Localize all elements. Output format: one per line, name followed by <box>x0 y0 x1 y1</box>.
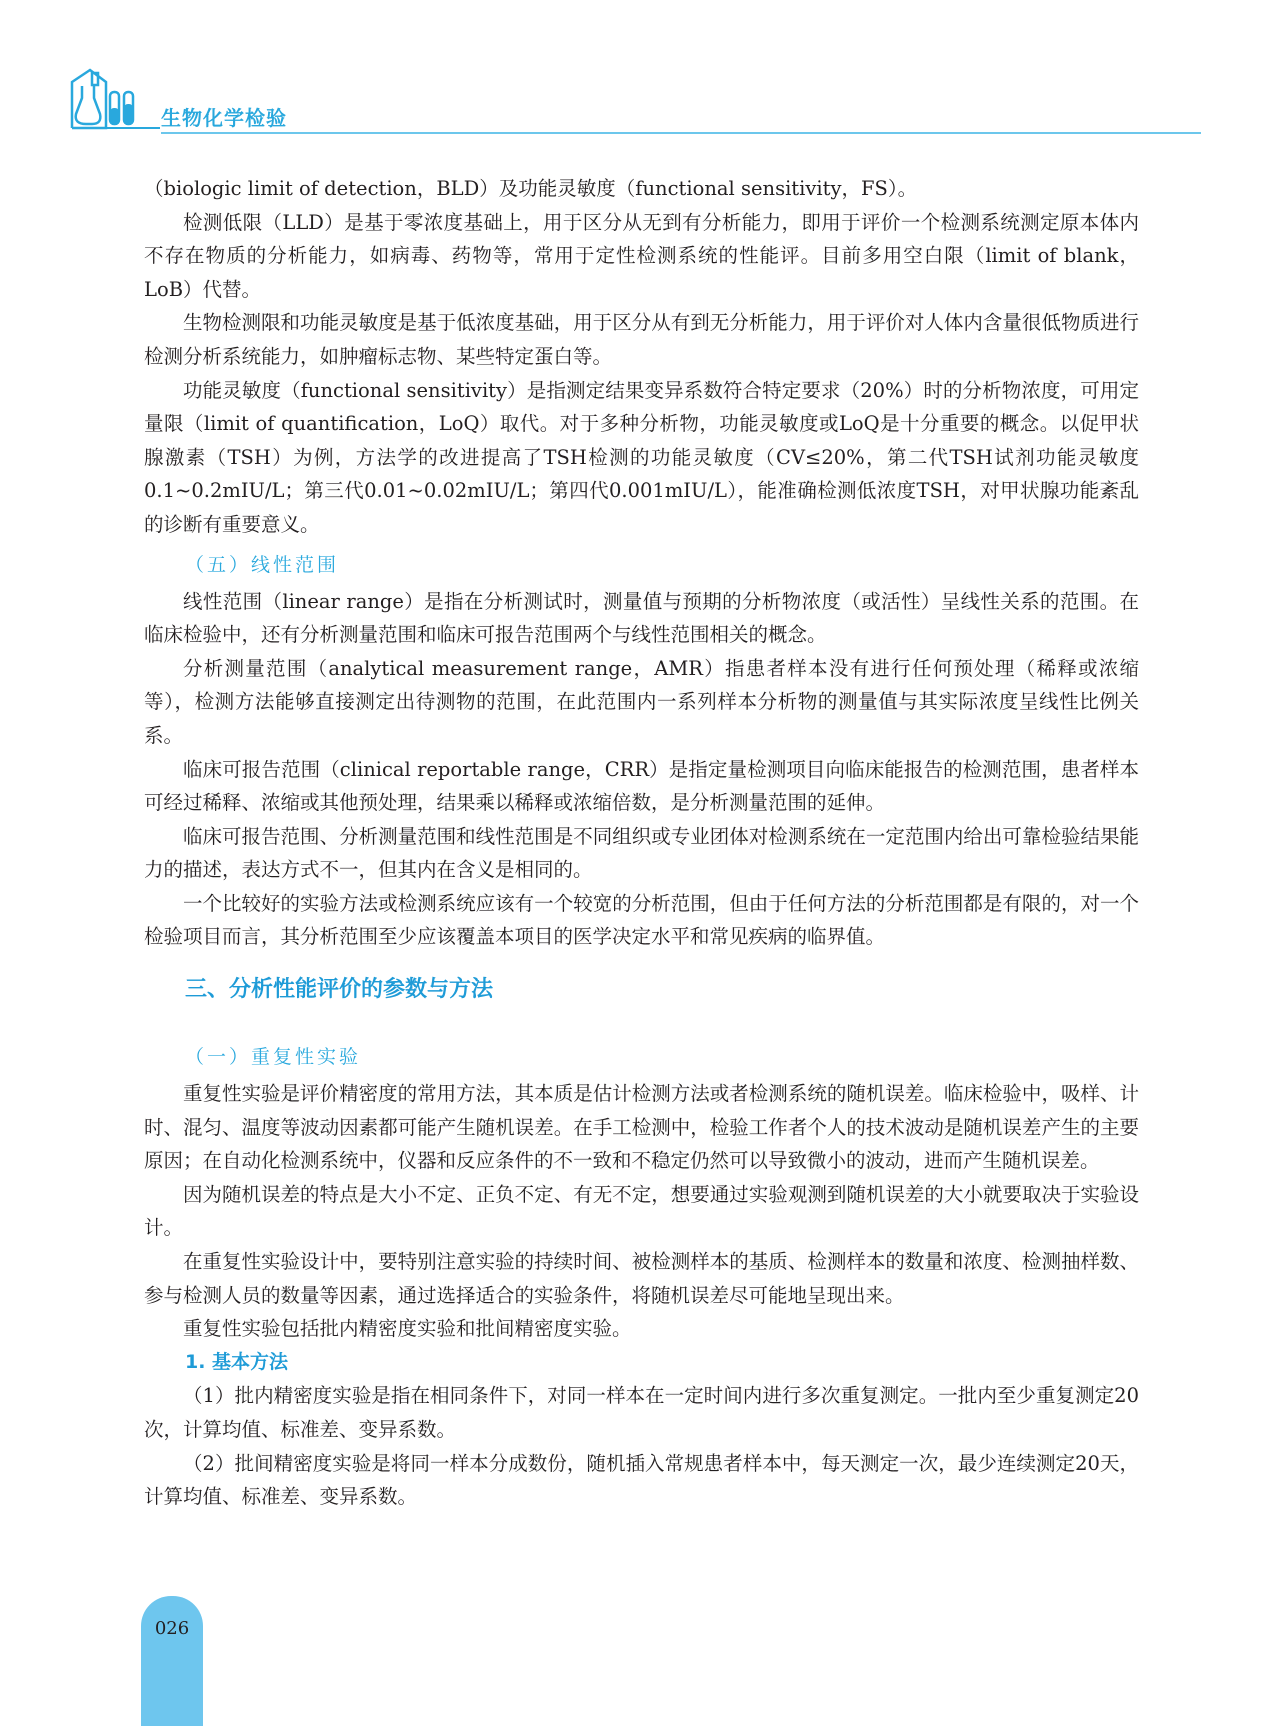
paragraph: 线性范围（linear range）是指在分析测试时，测量值与预期的分析物浓度（或活性）呈线性关系的范围。在临床检验中，还有分析测量范围和临床可报告范围两个与线性范围相关的概念。 <box>144 589 1139 647</box>
subheading-repeatability: （一）重复性实验 <box>185 1046 362 1069</box>
paragraph: 一个比较好的实验方法或检测系统应该有一个较宽的分析范围，但由于任何方法的分析范围都是有限的，对一个检验项目而言，其分析范围至少应该覆盖本项目的医学决定水平和常见疾病的临界值。 <box>144 891 1139 949</box>
paragraph: 功能灵敏度（functional sensitivity）是指测定结果变异系数符合特定要求（20%）时的分析物浓度，可用定量限（limit of quantification，LoQ）取代。对于多种分析物，功能灵敏度或LoQ是十分重要的概念。以促甲状腺激素（TSH）为例，方法学的改进提高了TSH检测的功能灵敏度（CV≤20%，第二代TSH试剂功能灵敏度0.1~0.2mIU/L；第三代0.01~0.02mIU/L；第四代0.001mIU/L），能准确检测低浓度TSH，对甲状腺功能紊乱的诊断有重要意义。 <box>144 378 1139 536</box>
page-number: 026 <box>154 1618 190 1639</box>
lab-flask-tubes-icon <box>70 68 160 138</box>
paragraph: 重复性实验包括批内精密度实验和批间精密度实验。 <box>183 1317 632 1341</box>
paragraph: 生物检测限和功能灵敏度是基于低浓度基础，用于区分从有到无分析能力，用于评价对人体内含量很低物质进行检测分析系统能力，如肿瘤标志物、某些特定蛋白等。 <box>144 311 1139 368</box>
section-heading: 三、分析性能评价的参数与方法 <box>185 977 494 1003</box>
paragraph: 临床可报告范围、分析测量范围和线性范围是不同组织或专业团体对检测系统在一定范围内给出可靠检验结果能力的描述，表达方式不一，但其内在含义是相同的。 <box>144 824 1139 882</box>
paragraph: 临床可报告范围（clinical reportable range，CRR）是指定量检测项目向临床能报告的检测范围，患者样本可经过稀释、浓缩或其他预处理，结果乘以稀释或浓缩倍数，是分析测量范围的延伸。 <box>144 757 1139 815</box>
paragraph: （1）批内精密度实验是指在相同条件下，对同一样本在一定时间内进行多次重复测定。一批内至少重复测定20次，计算均值、标准差、变异系数。 <box>144 1384 1139 1441</box>
header-divider <box>161 132 1201 134</box>
paragraph: 分析测量范围（analytical measurement range，AMR）指患者样本没有进行任何预处理（稀释或浓缩等），检测方法能够直接测定出待测物的范围，在此范围内一系列样本分析物的测量值与其实际浓度呈线性比例关系。 <box>144 656 1139 747</box>
page-body <box>144 172 1139 1514</box>
paragraph: 检测低限（LLD）是基于零浓度基础上，用于区分从无到有分析能力，即用于评价一个检测系统测定原本体内不存在物质的分析能力，如病毒、药物等，常用于定性检测系统的性能评。目前多用空白限（limit of blank，LoB）代替。 <box>144 210 1139 301</box>
book-title: 生物化学检验 <box>161 106 287 130</box>
page-number-tab <box>141 1596 203 1726</box>
paragraph: 在重复性实验设计中，要特别注意实验的持续时间、被检测样本的基质、检测样本的数量和浓度、检测抽样数、参与检测人员的数量等因素，通过选择适合的实验条件，将随机误差尽可能地呈现出来。 <box>144 1250 1139 1307</box>
paragraph: （biologic limit of detection，BLD）及功能灵敏度（functional sensitivity，FS）。 <box>144 177 918 200</box>
subheading-linear-range: （五）线性范围 <box>185 553 340 576</box>
paragraph: 重复性实验是评价精密度的常用方法，其本质是估计检测方法或者检测系统的随机误差。临床检验中，吸样、计时、混匀、温度等波动因素都可能产生随机误差。在手工检测中，检验工作者个人的技术波动是随机误差产生的主要原因；在自动化检测系统中，仪器和反应条件的不一致和不稳定仍然可以导致微小的波动，进而产生随机误差。 <box>144 1082 1139 1173</box>
subheading-basic-method: 1. 基本方法 <box>185 1350 289 1373</box>
paragraph: 因为随机误差的特点是大小不定、正负不定、有无不定，想要通过实验观测到随机误差的大小就要取决于实验设计。 <box>144 1182 1139 1240</box>
page-header <box>64 64 1144 136</box>
paragraph: （2）批间精密度实验是将同一样本分成数份，随机插入常规患者样本中，每天测定一次，最少连续测定20天，计算均值、标准差、变异系数。 <box>144 1451 1139 1509</box>
